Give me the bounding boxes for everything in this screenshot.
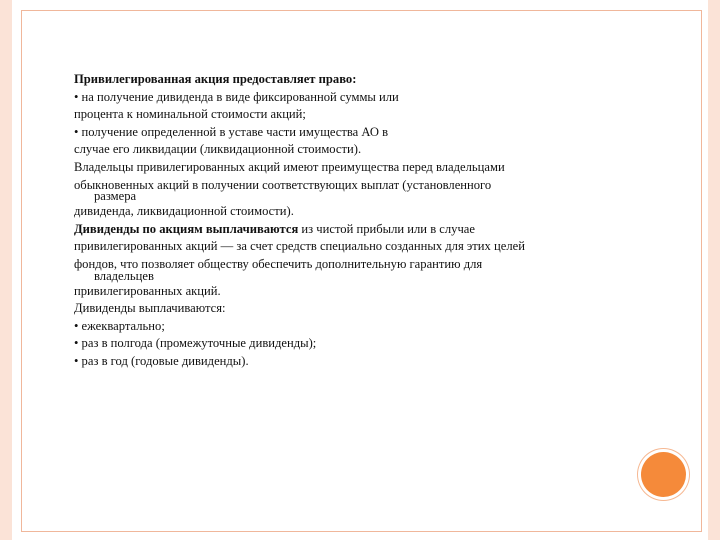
text-line: • на получение дивиденда в виде фиксированной суммы или [74,89,399,104]
text-line: • раз в полгода (промежуточные дивиденды); [74,336,317,351]
text-line-wrapped: размера [94,189,137,204]
text-line-wrapped: владельцев [94,268,154,283]
text-line: • получение определенной в уставе части имущества АО в [74,124,389,139]
text-line: • ежеквартально; [74,318,165,333]
slide-body-text [74,71,634,371]
text-line: Владельцы привилегированных акций имеют преимущества перед владельцами [74,159,505,174]
text-line: • раз в год (годовые дивиденды). [74,353,249,368]
right-frame-stripe [708,0,720,540]
text-line: фондов, что позволяет обществу обеспечить дополнительную гарантию для [74,256,483,271]
text-line: привилегированных акций. [74,283,221,298]
left-frame-stripe [0,0,12,540]
text-line: привилегированных акций — за счет средств специально созданных для этих целей [74,239,525,254]
text-line: случае его ликвидации (ликвидационной стоимости). [74,142,362,157]
text-line: Дивиденды выплачиваются: [74,301,226,316]
text-line: дивиденда, ликвидационной стоимости). [74,204,294,219]
text-line: Дивиденды по акциям выплачиваются из чистой прибыли или в случае [74,221,475,236]
accent-circle-decoration [641,452,686,497]
text-line: обыкновенных акций в получении соответствующих выплат (установленного [74,177,492,192]
text-line: Привилегированная акция предоставляет право: [74,72,357,86]
text-line: процента к номинальной стоимости акций; [74,107,306,122]
